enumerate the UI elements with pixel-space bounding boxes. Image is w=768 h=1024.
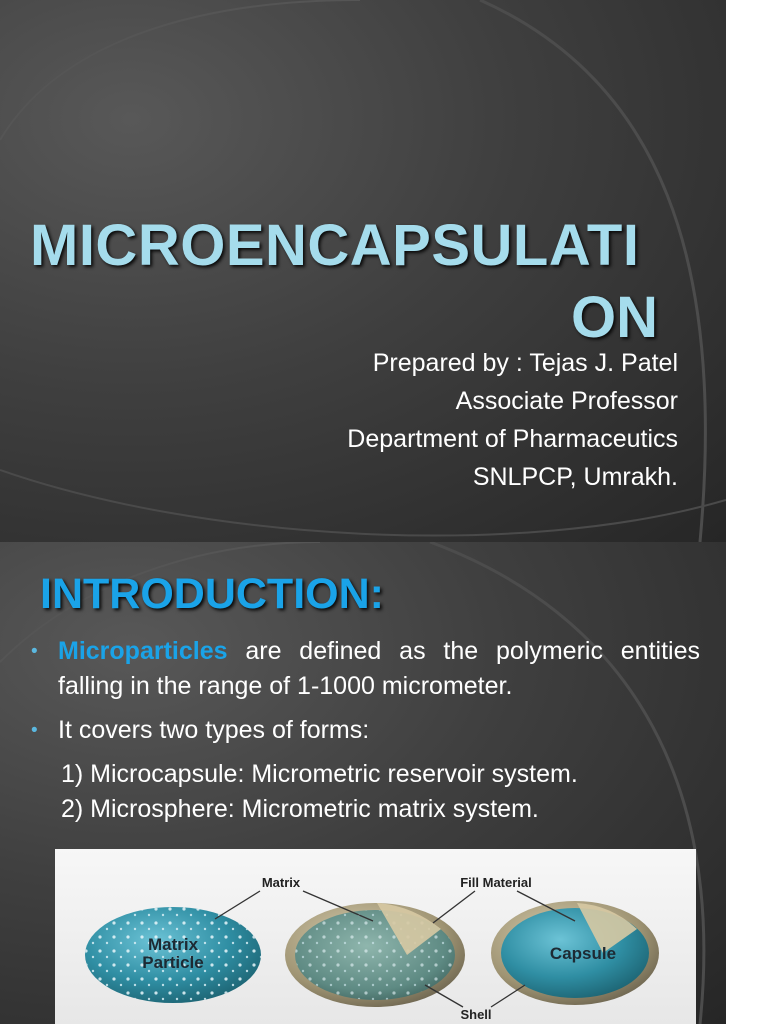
bullet-dot-icon: •	[31, 641, 38, 662]
slide-heading: INTRODUCTION:	[40, 570, 384, 618]
author-institution: SNLPCP, Umrakh.	[472, 463, 678, 491]
bullet-dot-icon: •	[31, 720, 38, 741]
microparticle-diagram	[55, 849, 696, 1024]
title-line-2: ON	[571, 285, 658, 350]
shell-label: Shell	[460, 1007, 492, 1022]
particle-label-line1: Matrix	[147, 935, 199, 954]
matrix-label: Matrix	[261, 875, 301, 890]
capsule-label: Capsule	[549, 944, 617, 963]
particle-label-line2: Particle	[142, 953, 204, 972]
bullet-text: are defined as the polymeric entities falling in the range of 1-1000 micrometer.	[58, 637, 700, 700]
bullet-microparticles	[31, 634, 700, 704]
author-info	[258, 344, 678, 496]
bullet-forms	[31, 713, 700, 748]
bullet-text: It covers two types of forms:	[58, 716, 370, 744]
fill-material-label: Fill Material	[460, 875, 532, 890]
list-item-microsphere: 2) Microsphere: Micrometric matrix system.	[61, 795, 539, 823]
matrix-particle-sphere	[85, 907, 261, 1003]
slide-body	[31, 634, 700, 827]
highlight-term: Microparticles	[58, 637, 228, 665]
title-line-1: MICROENCAPSULATI	[30, 213, 640, 278]
author-department: Department of Pharmaceutics	[347, 425, 678, 453]
microparticle-figure	[55, 849, 696, 1024]
capsule-cutaway	[491, 901, 659, 1005]
author-position: Associate Professor	[455, 387, 678, 415]
presentation-title	[30, 210, 658, 354]
list-item-microcapsule: 1) Microcapsule: Micrometric reservoir system.	[61, 760, 578, 788]
author-name: Prepared by : Tejas J. Patel	[372, 349, 678, 377]
